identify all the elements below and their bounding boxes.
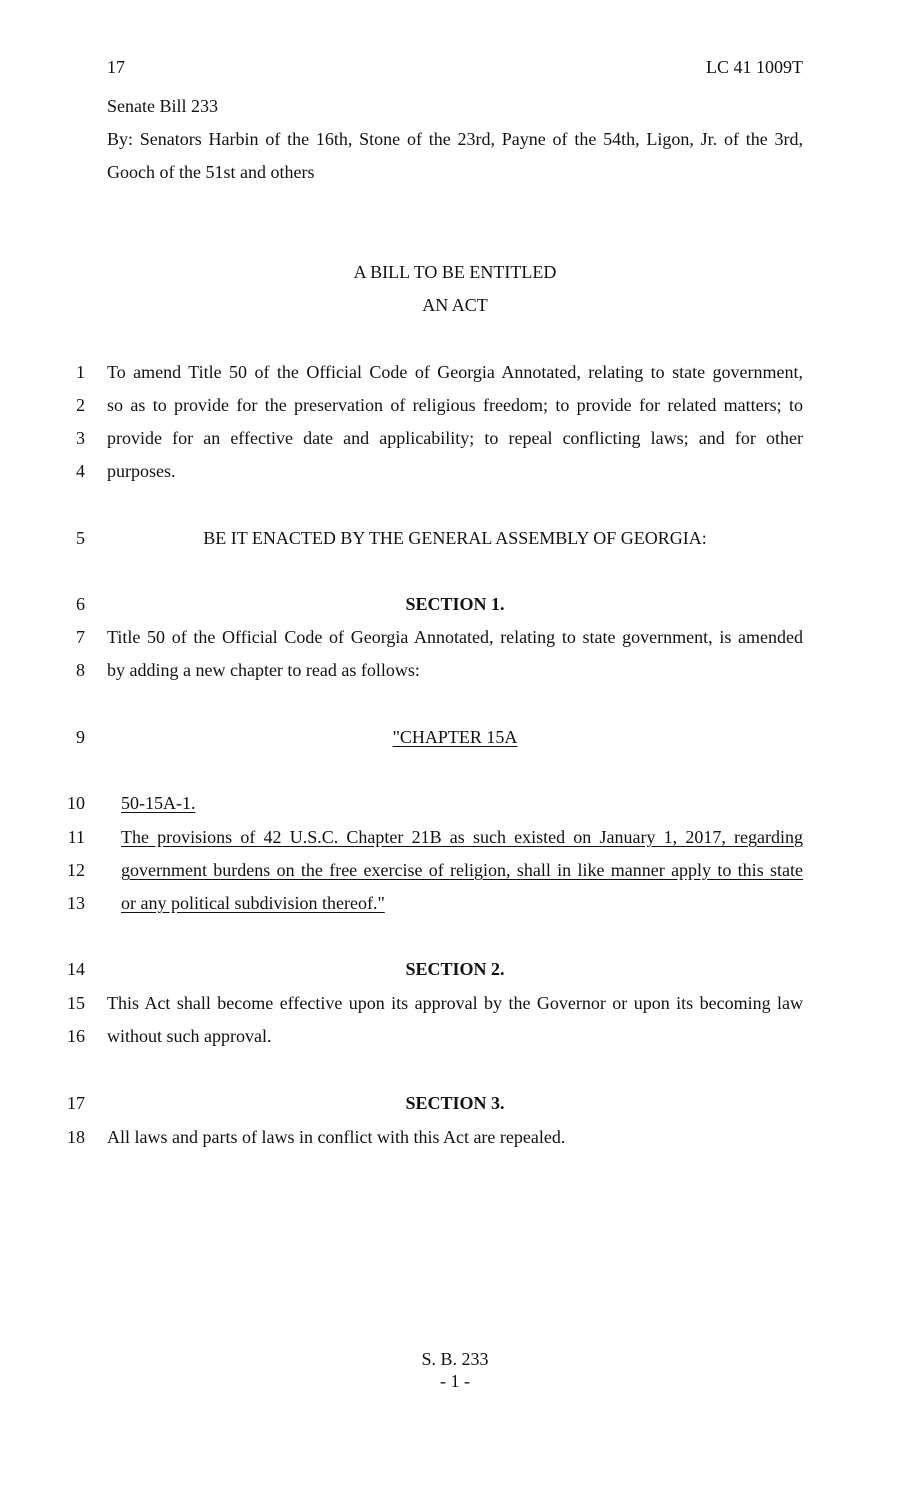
line-number: 3: [76, 428, 85, 448]
sponsors-line-1: By: Senators Harbin of the 16th, Stone of the 23rd, Payne of the 54th, Ligon, Jr. of the 3rd,: [107, 129, 803, 149]
lc-code: LC 41 1009T: [706, 57, 803, 77]
footer-page-number: - 1 -: [440, 1371, 470, 1391]
line-number: 13: [67, 893, 85, 913]
line-text: so as to provide for the preservation of religious freedom; to provide for related matters; to: [107, 395, 803, 415]
line-number: 4: [76, 461, 85, 481]
line-text: government burdens on the free exercise of religion, shall in like manner apply to this state: [121, 860, 803, 880]
sponsors-line-2: Gooch of the 51st and others: [107, 162, 315, 182]
caption-line-1: A BILL TO BE ENTITLED: [353, 262, 557, 282]
line-text: provide for an effective date and applicability; to repeal conflicting laws; and for other: [107, 428, 803, 448]
line-text: This Act shall become effective upon its approval by the Governor or upon its becoming law: [107, 993, 803, 1013]
line-number: 2: [76, 395, 85, 415]
line-number: 1: [76, 362, 85, 382]
code-section-number: 50-15A-1.: [121, 793, 196, 813]
line-text: The provisions of 42 U.S.C. Chapter 21B as such existed on January 1, 2017, regarding: [121, 827, 803, 847]
line-number: 18: [67, 1127, 85, 1147]
line-number: 14: [67, 959, 85, 979]
line-number: 15: [67, 993, 85, 1013]
line-text: purposes.: [107, 461, 176, 481]
line-text: All laws and parts of laws in conflict with this Act are repealed.: [107, 1127, 566, 1147]
line-text: To amend Title 50 of the Official Code of Georgia Annotated, relating to state government,: [107, 362, 803, 382]
line-text: by adding a new chapter to read as follows:: [107, 660, 420, 680]
caption-line-2: AN ACT: [422, 295, 488, 315]
enacting-clause: BE IT ENACTED BY THE GENERAL ASSEMBLY OF GEORGIA:: [203, 528, 707, 548]
line-number: 16: [67, 1026, 85, 1046]
line-number: 6: [76, 594, 85, 614]
line-number: 11: [67, 827, 85, 847]
line-number: 5: [76, 528, 85, 548]
line-text: without such approval.: [107, 1026, 272, 1046]
section-3-heading: SECTION 3.: [405, 1093, 505, 1113]
line-number: 7: [76, 627, 85, 647]
line-text: or any political subdivision thereof.": [121, 893, 385, 913]
line-number: 17: [67, 1093, 85, 1113]
section-1-heading: SECTION 1.: [405, 594, 505, 614]
session-number: 17: [107, 57, 125, 77]
chapter-heading: "CHAPTER 15A: [392, 727, 518, 747]
footer-bill-number: S. B. 233: [421, 1349, 489, 1369]
section-2-heading: SECTION 2.: [405, 959, 505, 979]
line-number: 8: [76, 660, 85, 680]
line-number: 10: [67, 793, 85, 813]
bill-title: Senate Bill 233: [107, 96, 218, 116]
line-text: Title 50 of the Official Code of Georgia Annotated, relating to state government, is amended: [107, 627, 803, 647]
line-number: 12: [67, 860, 85, 880]
line-number: 9: [76, 727, 85, 747]
